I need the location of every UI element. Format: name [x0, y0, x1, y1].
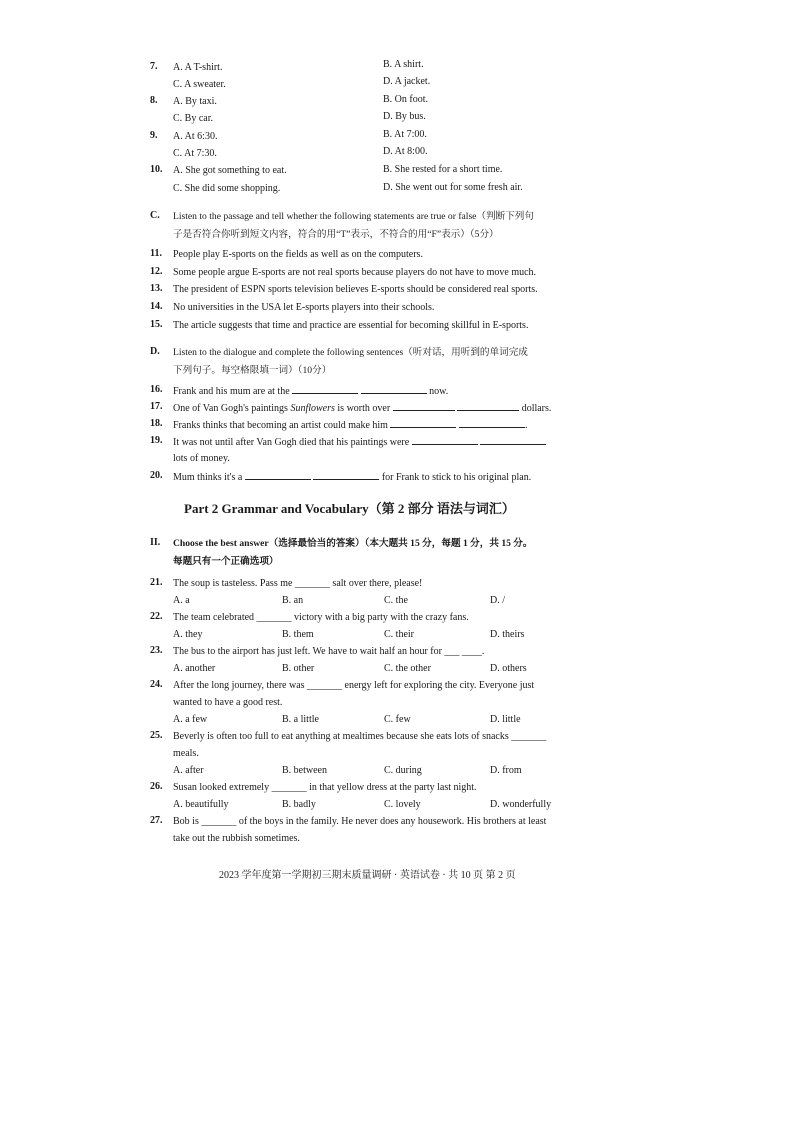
option-b[interactable]: B. between [282, 765, 327, 776]
answer-blank[interactable] [245, 470, 311, 480]
question-number: 19. [150, 435, 163, 446]
sentence-16 [173, 384, 448, 398]
question-number: 16. [150, 384, 163, 395]
sentence-text: Mum thinks it's a [173, 472, 243, 483]
statement-text: No universities in the USA let E-sports players into their schools. [173, 302, 435, 313]
option-a[interactable]: A. after [173, 765, 204, 776]
sentence-20 [173, 470, 531, 484]
option-d[interactable]: D. / [490, 595, 505, 606]
option-d[interactable]: D. theirs [490, 629, 525, 640]
question-stem: meals. [173, 748, 199, 759]
option-c: C. A sweater. [173, 79, 226, 90]
answer-blank[interactable] [412, 435, 478, 445]
question-number: 15. [150, 319, 163, 330]
section-instruction: 每题只有一个正确选项） [173, 556, 279, 567]
sentence-17 [173, 401, 551, 415]
sentence-text: for Frank to stick to his original plan. [381, 472, 532, 483]
answer-blank[interactable] [390, 418, 456, 428]
sentence-text: Frank and his mum are at the [173, 386, 290, 397]
section-instruction: 下列句子。每空格限填一词）（10分） [173, 365, 332, 376]
option-b: B. At 7:00. [383, 129, 427, 140]
option-a[interactable]: A. a [173, 595, 190, 606]
answer-blank[interactable] [361, 384, 427, 394]
question-number: 21. [150, 577, 163, 588]
option-b: B. On foot. [383, 94, 428, 105]
question-number: 22. [150, 611, 163, 622]
option-d[interactable]: D. from [490, 765, 522, 776]
option-a[interactable]: A. a few [173, 714, 208, 725]
option-b[interactable]: B. an [282, 595, 304, 606]
option-d[interactable]: D. wonderfully [490, 799, 552, 810]
sentence-text: dollars. [521, 403, 552, 414]
instruction-en: Choose the best answer [173, 538, 269, 549]
question-number: 14. [150, 301, 163, 312]
sentence-text: One of Van Gogh's paintings [173, 403, 288, 414]
option-c[interactable]: C. few [384, 714, 411, 725]
sentence-text: Franks thinks that becoming an artist could make him [173, 420, 388, 431]
answer-blank[interactable] [459, 418, 525, 428]
option-d[interactable]: D. others [490, 663, 527, 674]
section-instruction: Listen to the dialogue and complete the following sentences（听对话，用听到的单词完成 [173, 347, 528, 358]
instruction-cn: （选择最恰当的答案）（本大题共 15 分，每题 1 分，共 15 分。 [268, 538, 533, 549]
option-c[interactable]: C. their [384, 629, 414, 640]
option-a[interactable]: A. they [173, 629, 203, 640]
question-number: 8. [150, 95, 158, 106]
sentence-text: lots of money. [173, 453, 230, 464]
option-b[interactable]: B. other [282, 663, 315, 674]
option-c[interactable]: C. the other [384, 663, 431, 674]
option-c[interactable]: C. lovely [384, 799, 421, 810]
question-number: 25. [150, 730, 163, 741]
answer-blank[interactable] [393, 401, 455, 411]
question-number: 23. [150, 645, 163, 656]
question-stem: Susan looked extremely _______ in that yellow dress at the party last night. [173, 782, 477, 793]
painting-title: Sunflowers [290, 403, 335, 414]
question-number: 9. [150, 130, 158, 141]
option-d: D. At 8:00. [383, 146, 428, 157]
option-a[interactable]: A. another [173, 663, 216, 674]
question-stem: The soup is tasteless. Pass me _______ salt over there, please! [173, 578, 423, 589]
option-b[interactable]: B. a little [282, 714, 319, 725]
sentence-19 [173, 435, 546, 449]
section-instruction [173, 537, 533, 550]
option-b[interactable]: B. badly [282, 799, 316, 810]
option-c: C. At 7:30. [173, 148, 217, 159]
option-b: B. She rested for a short time. [383, 164, 503, 175]
answer-blank[interactable] [292, 384, 358, 394]
question-stem: take out the rubbish sometimes. [173, 833, 300, 844]
option-a: A. At 6:30. [173, 131, 218, 142]
option-a: A. A T-shirt. [173, 62, 223, 73]
section-label: C. [150, 210, 160, 221]
option-b: B. A shirt. [383, 59, 424, 70]
statement-text: The article suggests that time and practice are essential for becoming skillful in E-sports. [173, 320, 529, 331]
option-b[interactable]: B. them [282, 629, 314, 640]
question-stem: wanted to have a good rest. [173, 697, 283, 708]
option-a[interactable]: A. beautifully [173, 799, 229, 810]
question-number: 10. [150, 164, 163, 175]
option-c[interactable]: C. during [384, 765, 422, 776]
question-number: 13. [150, 283, 163, 294]
answer-blank[interactable] [457, 401, 519, 411]
page-footer: 2023 学年度第一学期初三期末质量调研 · 英语试卷 · 共 10 页 第 2 页 [219, 870, 516, 881]
option-d[interactable]: D. little [490, 714, 521, 725]
statement-text: The president of ESPN sports television believes E-sports should be considered real sports. [173, 284, 538, 295]
question-stem: After the long journey, there was _______ energy left for exploring the city. Everyone just [173, 680, 535, 691]
question-stem: Beverly is often too full to eat anything at mealtimes because she eats lots of snacks _______ [173, 731, 547, 742]
question-number: 24. [150, 679, 163, 690]
option-c: C. By car. [173, 113, 213, 124]
option-a: A. By taxi. [173, 96, 217, 107]
option-c[interactable]: C. the [384, 595, 408, 606]
part-title: Part 2 Grammar and Vocabulary（第 2 部分 语法与词汇） [184, 501, 515, 516]
section-instruction: Listen to the passage and tell whether the following statements are true or false（判断下列句 [173, 211, 534, 222]
statement-text: Some people argue E-sports are not real sports because players do not have to move much. [173, 267, 537, 278]
question-number: 26. [150, 781, 163, 792]
question-stem: The team celebrated _______ victory with a big party with the crazy fans. [173, 612, 469, 623]
option-d: D. By bus. [383, 111, 426, 122]
question-number: 18. [150, 418, 163, 429]
option-c: C. She did some shopping. [173, 183, 281, 194]
option-a: A. She got something to eat. [173, 165, 287, 176]
question-stem: Bob is _______ of the boys in the family. He never does any housework. His brothers at least [173, 816, 547, 827]
question-number: 27. [150, 815, 163, 826]
answer-blank[interactable] [480, 435, 546, 445]
sentence-text: now. [429, 386, 449, 397]
sentence-text: It was not until after Van Gogh died that his paintings were [173, 437, 410, 448]
sentence-text: . [524, 420, 528, 431]
sentence-18 [173, 418, 527, 432]
section-instruction: 子是否符合你听到短文内容，符合的用“T”表示，不符合的用“F”表示）（5分） [173, 229, 499, 240]
sentence-text: is worth over [337, 403, 391, 414]
answer-blank[interactable] [313, 470, 379, 480]
question-stem: The bus to the airport has just left. We have to wait half an hour for ___ ____. [173, 646, 485, 657]
question-number: 11. [150, 248, 162, 259]
option-d: D. A jacket. [383, 76, 431, 87]
question-number: 20. [150, 470, 163, 481]
option-d: D. She went out for some fresh air. [383, 182, 523, 193]
section-label: D. [150, 346, 160, 357]
question-number: 17. [150, 401, 163, 412]
question-number: 7. [150, 61, 158, 72]
question-number: 12. [150, 266, 163, 277]
section-label: II. [150, 537, 161, 548]
statement-text: People play E-sports on the fields as well as on the computers. [173, 249, 423, 260]
